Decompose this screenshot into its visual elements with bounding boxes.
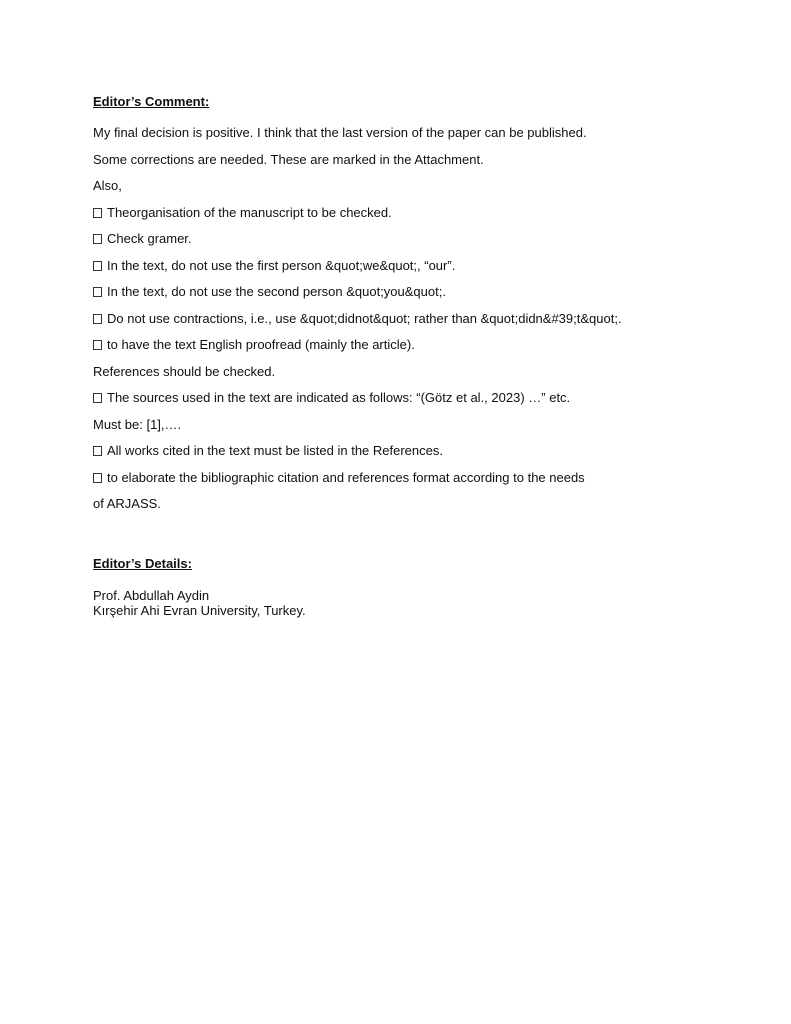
- comment-line: [93, 496, 733, 523]
- checkbox-bullet-icon: [93, 446, 102, 456]
- comment-line-text: Some corrections are needed. These are marked in the Attachment.: [93, 151, 484, 167]
- comment-line-text: of ARJASS.: [93, 496, 161, 511]
- checkbox-bullet-icon: [93, 314, 102, 324]
- comment-line-text: Also,: [93, 178, 122, 193]
- editors-details-heading: Editor’s Details:: [93, 556, 192, 571]
- comment-line: [93, 364, 733, 391]
- comment-bullet-item: [93, 390, 733, 417]
- comment-line-text: In the text, do not use the first person &quot;we&quot;, “our”.: [107, 257, 456, 273]
- comment-bullet-item: [93, 337, 733, 364]
- comment-line: [93, 125, 733, 152]
- editors-details-body: [93, 588, 306, 618]
- comment-bullet-item: [93, 470, 733, 497]
- checkbox-bullet-icon: [93, 208, 102, 218]
- comment-line-text: to have the text English proofread (mainly the article).: [107, 337, 415, 352]
- comment-line-text: My final decision is positive. I think that the last version of the paper can be published.: [93, 125, 587, 140]
- comment-line-text: Check gramer.: [107, 231, 192, 246]
- editors-comment-heading: Editor’s Comment:: [93, 94, 210, 109]
- comment-line: [93, 417, 733, 444]
- checkbox-bullet-icon: [93, 234, 102, 244]
- comment-bullet-item: [93, 205, 733, 232]
- checkbox-bullet-icon: [93, 261, 102, 271]
- checkbox-bullet-icon: [93, 287, 102, 297]
- comment-bullet-item: [93, 231, 733, 258]
- comment-bullet-item: [93, 284, 733, 311]
- comment-line-text: In the text, do not use the second person &quot;you&quot;.: [107, 284, 446, 299]
- checkbox-bullet-icon: [93, 340, 102, 350]
- comment-bullet-item: [93, 443, 733, 470]
- comment-line-text: Theorganisation of the manuscript to be checked.: [107, 204, 392, 220]
- comment-line-text: All works cited in the text must be listed in the References.: [107, 443, 443, 458]
- editor-name: Prof. Abdullah Aydin: [93, 588, 210, 603]
- comment-line-text: Must be: [1],….: [93, 416, 182, 432]
- checkbox-bullet-icon: [93, 473, 102, 483]
- comment-bullet-item: [93, 258, 733, 285]
- comment-line: [93, 178, 733, 205]
- comment-line-text: The sources used in the text are indicated as follows: “(Götz et al., 2023) …” etc.: [107, 390, 571, 405]
- comment-bullet-item: [93, 311, 733, 338]
- comment-line-text: References should be checked.: [93, 363, 276, 379]
- editor-affiliation: Kırşehir Ahi Evran University, Turkey.: [93, 603, 306, 618]
- comment-line: [93, 152, 733, 179]
- comment-line-text: to elaborate the bibliographic citation and references format according to the needs: [107, 469, 585, 485]
- comment-line-text: Do not use contractions, i.e., use &quot;didnot&quot; rather than &quot;didn&#39;t&quot;.: [107, 310, 622, 326]
- editors-comment-body: [93, 125, 733, 523]
- checkbox-bullet-icon: [93, 393, 102, 403]
